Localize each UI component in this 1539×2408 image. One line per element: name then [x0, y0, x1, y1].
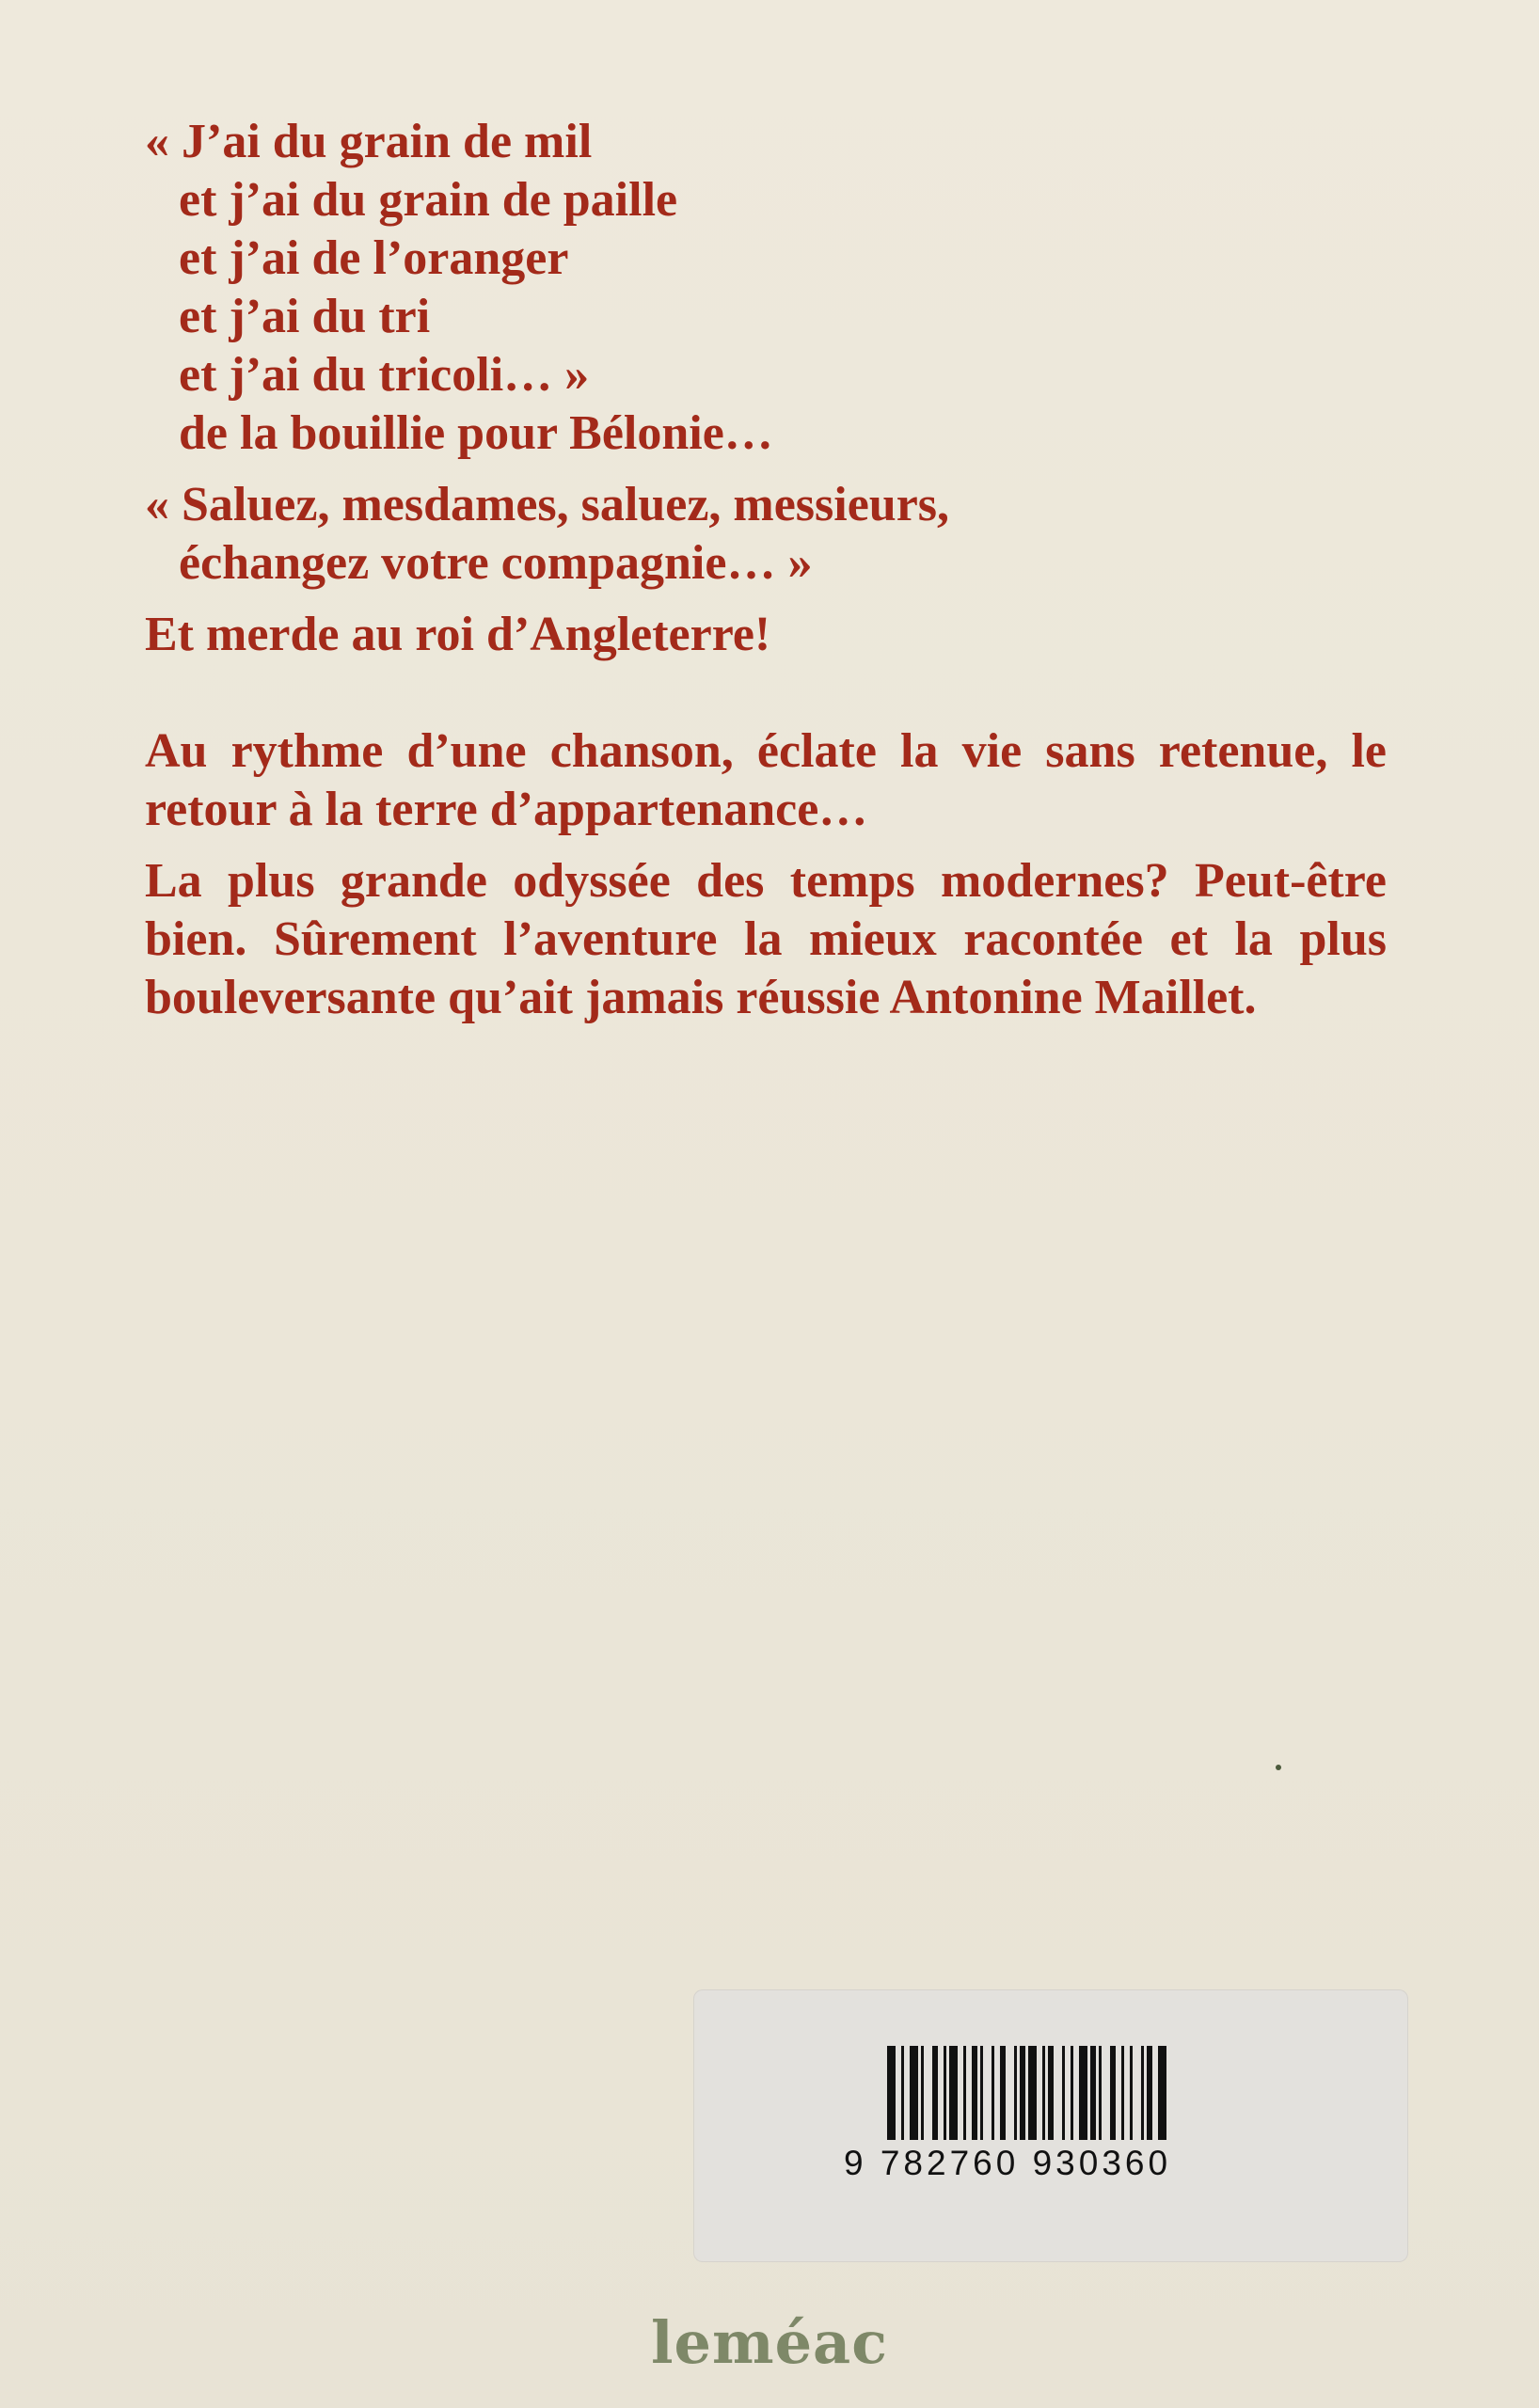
poem-line: « J’ai du grain de mil [145, 115, 593, 168]
publisher-logo: leméac [651, 2308, 888, 2377]
back-cover-text [145, 113, 1387, 1027]
blurb-paragraph: La plus grande odyssée des temps modernes? Peut-être bien. Sûrement l’aventure la mieux racontée et la plus bouleversante qu’ait jamais réussie Antonine Maillet. [145, 854, 1387, 1024]
poem-line: et j’ai de l’oranger [179, 231, 569, 285]
exclamation-line: Et merde au roi d’Angleterre! [145, 608, 771, 661]
blurb-paragraph: Au rythme d’une chanson, éclate la vie sans retenue, le retour à la terre d’appartenance… [145, 724, 1387, 836]
poem-line: et j’ai du tri [179, 290, 431, 343]
refrain-line: « Saluez, mesdames, saluez, messieurs, [145, 478, 950, 531]
barcode-number: 9 782760 930360 [844, 2144, 1172, 2182]
poem-line: et j’ai du grain de paille [179, 173, 678, 227]
barcode-sticker [693, 1989, 1408, 2262]
poem-line: et j’ai du tricoli… » [179, 348, 590, 402]
refrain-line: échangez votre compagnie… » [179, 536, 813, 590]
poem-line: de la bouillie pour Bélonie… [179, 406, 773, 460]
barcode-icon [887, 2046, 1216, 2140]
print-speck [1276, 1765, 1281, 1770]
